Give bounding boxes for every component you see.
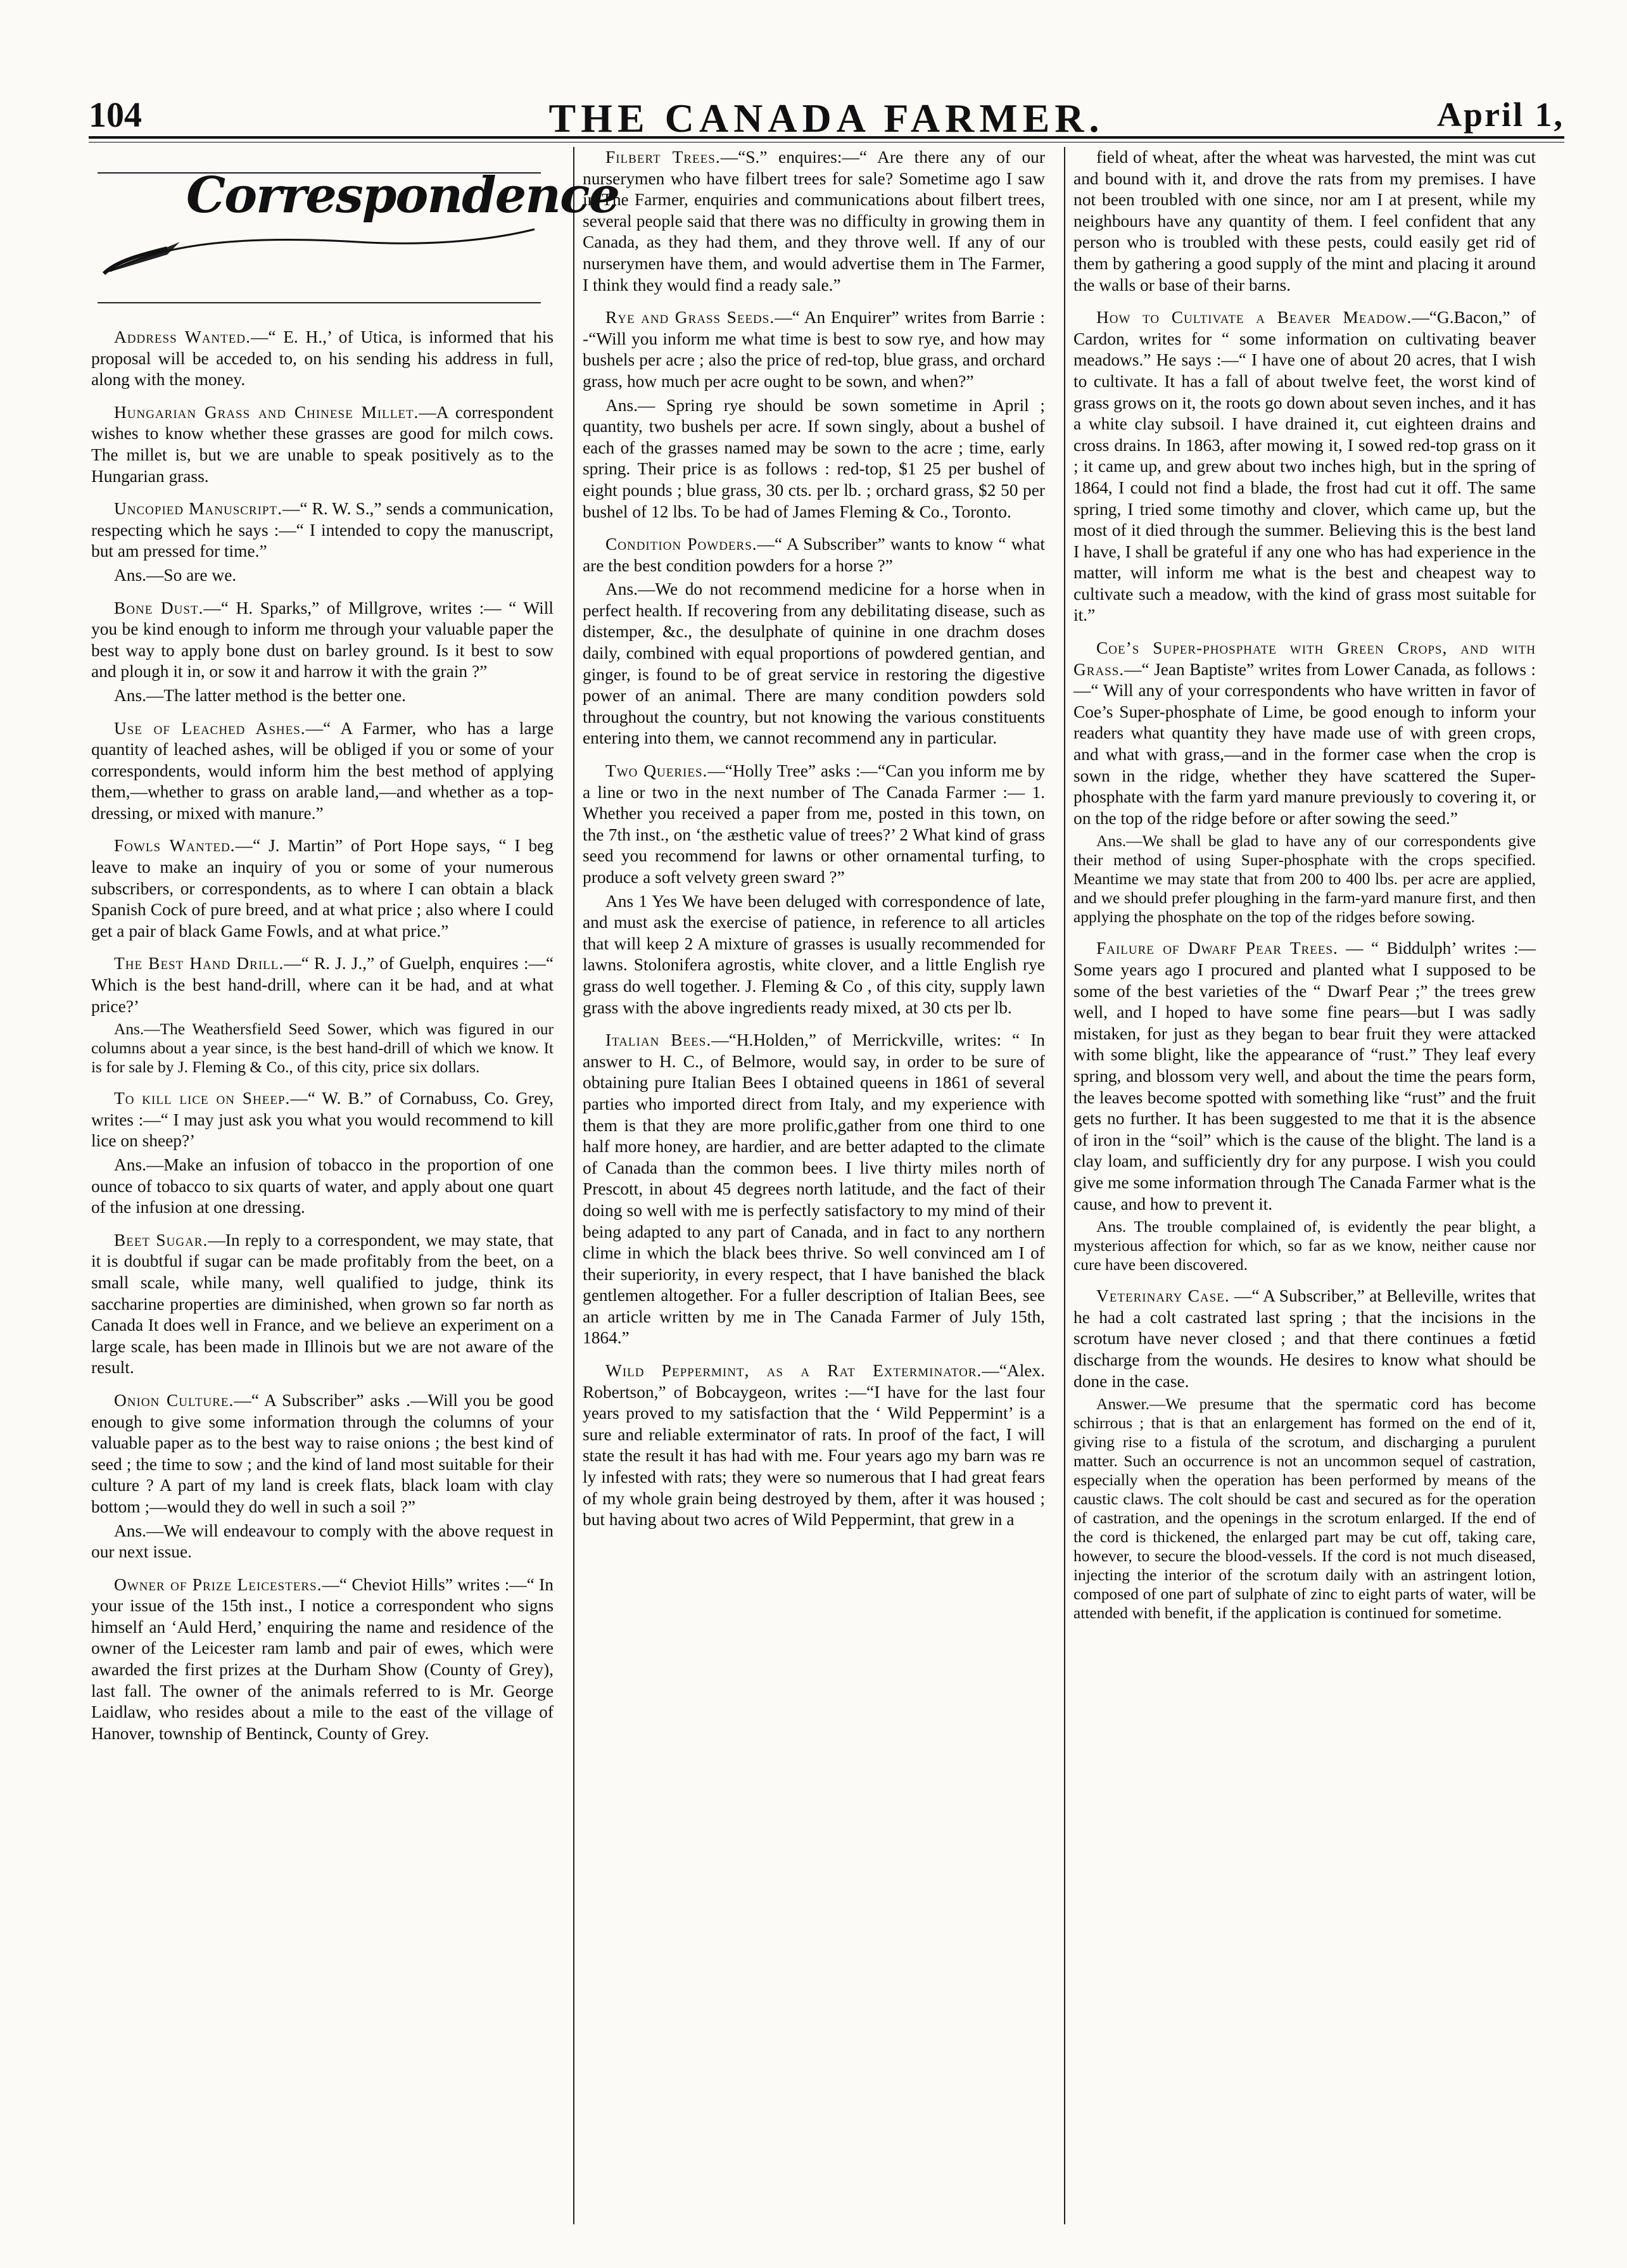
item-heading: Bone Dust. [114, 598, 204, 618]
item-heading: Address Wanted. [114, 327, 251, 346]
column-divider [1064, 147, 1065, 2224]
column-1-body [91, 327, 554, 1744]
item-text: Answer.—We presume that the spermatic cord has become schirrous ; that is that an enlargement has formed on the end of it, giving rise to a fistula of the scrotum, and discharging a purulent matter. Such an occurrence is not an uncommon sequel of castration, especially when the operation has been performed by means of the caustic claws. The colt should be cast and secured as for the operation of castration, and the openings in the scrotum enlarged. If the end of the cord is thickened, the enlarged part may be cut off, taking care, however, to secure the blood-vessels. If the cord is not much diseased, injecting the interior of the scrotum daily with an astringent lotion, composed of one part of sulphate of zinc to eight parts of water, will be attended with benefit, if the application is continued for sometime. [1073, 1395, 1536, 1623]
letter-paragraph [91, 1390, 554, 1518]
letter-paragraph [91, 835, 554, 942]
letter-paragraph [1073, 1286, 1536, 1392]
answer-paragraph [91, 565, 554, 586]
item-heading: Use of Leached Ashes. [114, 718, 306, 738]
letter-paragraph [1073, 147, 1536, 296]
answer-paragraph [1073, 832, 1536, 927]
item-text: —“ W. B.” of Cornabuss, Co. Grey, writes :—“ I may just ask you what you would recommend to kill lice on sheep?’ [91, 1089, 554, 1151]
masthead-label: Correspondence [186, 167, 619, 224]
item-text: —“Holly Tree” asks :—“Can you inform me by a line or two in the next number of The Canada Farmer :— 1. Whether you received a paper from me, posted in this town, on the 7th inst., on ‘the æsthetic value of trees?’ 2 What kind of grass seed you recommend for lawns or other ornamental turfing, to produce a soft velvety green sward ?” [583, 761, 1045, 887]
answer-paragraph [1073, 1395, 1536, 1623]
item-text: field of wheat, after the wheat was harvested, the mint was cut and bound with it, and drove the rats from my premises. I have not been troubled with one since, nor am I at present, while my neighbours have any quantity of them. I feel confident that any person who is troubled with these pests, could easily get rid of them by gathering a good supply of the mint and placing it around the walls or base of their barns. [1073, 148, 1536, 295]
issue-date: April 1, [1436, 96, 1564, 134]
item-text: —“ An Enquirer” writes from Barrie : -“Will you inform me what time is best to sow rye, and how may bushels per acre ; also the price of red-top, blue grass, and orchard grass, how much per acre ought to be sown, and when?” [583, 308, 1045, 391]
item-heading: Two Queries. [605, 761, 708, 781]
item-heading: Italian Bees. [605, 1030, 712, 1050]
letter-paragraph [583, 1360, 1045, 1531]
letter-paragraph [583, 534, 1045, 576]
item-heading: The Best Hand Drill. [114, 954, 284, 973]
header-rule-thin [89, 142, 1564, 143]
item-heading: Coe’s Super-phosphate with Green Crops, and with Grass. [1073, 638, 1536, 679]
column-1 [91, 147, 619, 2231]
item-heading: Filbert Trees. [605, 148, 721, 167]
answer-paragraph [1073, 1217, 1536, 1274]
answer-paragraph [583, 579, 1045, 749]
header-rule [89, 136, 1564, 139]
masthead-rule [98, 302, 541, 303]
item-text: —“ A Subscriber” asks .—Will you be good enough to give some information through the columns of your valuable paper as to the best way to raise onions ; the best kind of seed ; the time to sow ; and the kind of land most suitable for their culture ? A part of my land is creek flats, black loam with clay bottom ;—would they do well in such a soil ?” [91, 1390, 554, 1516]
letter-paragraph [583, 307, 1045, 392]
item-heading: Fowls Wanted. [114, 836, 236, 856]
column-2-body [583, 147, 1045, 1531]
column-3 [1073, 147, 1536, 2231]
item-text: —“ R. W. S.,” sends a communication, respecting which he says :—“ I intended to copy the manuscript, but am pressed for time.” [91, 499, 554, 561]
item-text: —“ A Subscriber” wants to know “ what are the best condition powders for a horse ?” [583, 535, 1045, 575]
newspaper-title: THE CANADA FARMER. [548, 96, 1105, 141]
item-text: Ans 1 Yes We have been deluged with correspondence of late, and must ask the exercise of patience, in reference to all articles that will keep 2 A mixture of grasses is usually recommended for lawns. Stolonifera agrostis, white clover, and a little English rye grass do well together. J. Fleming & Co , of this city, supply lawn grass with the above ingredients ready mixed, at 30 cts per lb. [583, 891, 1045, 1017]
item-heading: Rye and Grass Seeds. [605, 308, 775, 327]
item-text: Ans.—We do not recommend medicine for a horse when in perfect health. If recovering from any debilitating disease, such as distemper, &c., the desulphate of quinine in one drachm doses daily, combined with equal proportions of powdered gentian, and ginger, is found to be of great service in restoring the digestive power of an animal. There are many condition powders sold throughout the country, but not knowing the various constituents entering into them, we cannot recommend any in particular. [583, 580, 1045, 748]
letter-paragraph [91, 1230, 554, 1379]
item-text: Ans.—Make an infusion of tobacco in the proportion of one ounce of tobacco to six quarts of water, and apply about one quart of the infusion at one dressing. [91, 1155, 554, 1217]
letter-paragraph [91, 718, 554, 825]
answer-paragraph [583, 891, 1045, 1019]
item-text: Ans.—So are we. [114, 565, 237, 585]
letter-paragraph [91, 598, 554, 683]
item-text: —“ Jean Baptiste” writes from Lower Canada, as follows :—“ Will any of your correspondents who have written in favor of Coe’s Super-phosphate of Lime, be good enough to inform your readers what quantity they have made use of with green crops, and what with grass,—and in the former case when the crop is sown in the ridge, whether they have scattered the Super-phosphate with the farm yard manure previously to covering it, or on the top of the ridge before or after sowing the seed.” [1073, 659, 1536, 828]
item-text: —“ R. J. J.,” of Guelph, enquires :—“ Which is the best hand-drill, where can it be had, and at what price?’ [91, 954, 554, 1016]
item-text: —“S.” enquires:—“ Are there any of our nurserymen who have filbert trees for sale? Sometime ago I saw in The Farmer, enquiries and communications about filbert trees, several people said that there was no difficulty in growing them in Canada, as they had them, and they throve well. If any of our nurserymen have them, and would advertise them in The Farmer, I think they would find a ready sale.” [583, 148, 1045, 295]
item-text: —“ H. Sparks,” of Millgrove, writes :— “ Will you be kind enough to inform me through your valuable paper the best way to apply bone dust on barley ground. Is it best to sow and plough it in, or sow it and harrow it with the grain ?” [91, 598, 554, 681]
page-number: 104 [89, 96, 142, 135]
letter-paragraph [1073, 938, 1536, 1215]
item-heading: Beet Sugar. [114, 1230, 208, 1250]
letter-paragraph [91, 1574, 554, 1745]
item-text: —“ Cheviot Hills” writes :—“ In your issue of the 15th inst., I notice a correspondent who signs himself an ‘Auld Herd,’ enquiring the name and residence of the owner of the Leicester ram lamb and pair of ewes, which were awarded the first prizes at the Durham Show (County of Grey), last fall. The owner of the animals referred to is Mr. George Laidlaw, who resides about a mile to the east of the village of Hanover, township of Bentinck, County of Grey. [91, 1574, 554, 1743]
answer-paragraph [91, 685, 554, 707]
letter-paragraph [91, 402, 554, 487]
item-heading: Owner of Prize Leicesters. [114, 1574, 322, 1594]
answer-paragraph [583, 395, 1045, 523]
item-text: —“Alex. Robertson,” of Bobcaygeon, writes :—“I have for the last four years proved to my satisfaction that the ‘ Wild Peppermint’ is a sure and reliable exterminator of rats. In proof of the fact, I will state the result it has had with me. Four years ago my barn was re ly infested with rats; they were so numerous that I had great fears of my whole grain being destroyed by them, after it was housed ; but having about two acres of Wild Peppermint, that grew in a [583, 1361, 1045, 1530]
item-text: Ans.—The Weathersfield Seed Sower, which was figured in our columns about a year since, is the best hand-drill of which we know. It is for sale by J. Fleming & Co., of this city, price six dollars. [91, 1020, 554, 1077]
item-text: —A correspondent wishes to know whether these grasses are good for milch cows. The millet is, but we are unable to speak positively as to the Hungarian grass. [91, 402, 554, 486]
item-text: —“ J. Martin” of Port Hope says, “ I beg leave to make an inquiry of you or some of your numerous subscribers, or correspondents, as to where I can obtain a black Spanish Cock of pure breed, and at what price ; also where I could get a pair of black Game Fowls, and at what price.” [91, 836, 554, 941]
column-divider [573, 147, 574, 2224]
item-text: —“H.Holden,” of Merrickville, writes: “ In answer to H. C., of Belmore, would say, in order to be sure of obtaining pure Italian Bees I obtained queens in 1861 of several parties who imported direct from Italy, and my experience with them is that they are more prolific,gather from one third to one half more honey, are hardier, and are better adapted to the climate of Canada than the common bees. I live thirty miles north of Prescott, in about 45 degrees north latitude, and the fact of their doing so well with me is perfectly satisfactory to my mind of their being adapted to any part of Canada, and in fact to any northern clime in which the black bees thrive. So well convinced am I of their superiority, in every respect, that I have banished the black gentlemen altogether. For a fuller description of Italian Bees, see an article written by me in The Canada Farmer of July 15th, 1864.” [583, 1030, 1046, 1348]
item-heading: Uncopied Manuscript. [114, 499, 282, 519]
letter-paragraph [1073, 307, 1536, 626]
letter-paragraph [91, 498, 554, 562]
letter-paragraph [1073, 638, 1536, 829]
item-heading: Condition Powders. [605, 535, 757, 554]
item-text: —“ A Subscriber,” at Belleville, writes that he had a colt castrated last spring ; that the incisions in the scrotum have never closed ; and that there continues a fœtid discharge from the wounds. He desires to know what should be done in the case. [1073, 1286, 1536, 1391]
item-heading: Veterinary Case. [1096, 1286, 1230, 1306]
item-text: Ans. The trouble complained of, is evidently the pear blight, a mysterious affection for which, so far as we know, neither cause nor cure have been discovered. [1073, 1218, 1536, 1274]
letter-paragraph [583, 147, 1045, 296]
column-3-body [1073, 147, 1536, 1623]
letter-paragraph [583, 761, 1045, 889]
letter-paragraph [91, 1088, 554, 1152]
item-text: Ans.— Spring rye should be sown sometime in April ; quantity, two bushels per acre. If sown singly, about a bushel of each of the grasses named may be sown to the acre ; time, early spring. Their price is as follows : red-top, $1 25 per bushel of eight pounds ; blue grass, 30 cts. per lb. ; orchard grass, $2 50 per bushel of 12 lbs. To be had of James Fleming & Co., Toronto. [583, 395, 1045, 521]
letter-paragraph [91, 327, 554, 391]
item-text: Ans.—The latter method is the better one. [114, 685, 406, 705]
correspondence-masthead [91, 147, 619, 318]
letter-paragraph [91, 953, 554, 1017]
item-text: Ans.—We shall be glad to have any of our correspondents give their method of using Super-phosphate with the crops specified. Meantime we may state that from 200 to 400 lbs. per acre are applied, and we should prefer ploughing in the farm-yard manure first, and then applying the phosphate on the top of the ridges before sowing. [1073, 832, 1536, 927]
item-heading: How to Cultivate a Beaver Meadow. [1096, 308, 1412, 327]
item-text: —“ A Farmer, who has a large quantity of leached ashes, will be obliged if you or some of your correspondents, would inform him the best method of applying them,—whether to grass on arable land,—and whether as a top-dressing, or mixed with manure.” [91, 718, 554, 823]
item-text: —In reply to a correspondent, we may state, that it is doubtful if sugar can be made profitably from the beet, on a small scale, while many, well qualified to judge, think its saccharine properties are diminished, when grown so far north as Canada It does well in France, and we believe an experiment on a large scale, has been made in Illinois but we are not aware of the result. [91, 1230, 554, 1378]
item-text: —“G.Bacon,” of Cardon, writes for “ some information on cultivating beaver meadows.” He says :—“ I have one of about 20 acres, that I wish to cultivate. It has a fall of about twelve feet, the worst kind of grass grows on it, the roots go down about seven inches, and it has a white clay subsoil. I have drained it, cut eighteen drains and cross drains. In 1863, after mowing it, I sowed red-top grass on it ; it came up, and grew about two inches high, but in the spring of 1864, I could not find a blade, the frost had cut it off. The same spring, I tried some timothy and clover, which came up, but the most of it died through the summer. Believing this is the best land I have, I shall be grateful if any one who has had experience in the matter, will inform me what is the best and cheapest way to cultivate such a meadow, with the kind of grass most suitable for it.” [1073, 308, 1536, 625]
item-heading: Hungarian Grass and Chinese Millet. [114, 402, 419, 422]
item-text: Ans.—We will endeavour to comply with the above request in our next issue. [91, 1521, 554, 1562]
item-heading: Failure of Dwarf Pear Trees. [1096, 939, 1338, 958]
item-heading: Wild Peppermint, as a Rat Exterminator. [605, 1361, 982, 1381]
answer-paragraph [91, 1155, 554, 1219]
answer-paragraph [91, 1020, 554, 1077]
column-2 [583, 147, 1045, 2231]
item-text: —“ E. H.,’ of Utica, is informed that his proposal will be acceded to, on his sending his address in full, along with the money. [91, 327, 554, 390]
item-heading: Onion Culture. [114, 1390, 234, 1410]
item-text: — “ Biddulph’ writes :—Some years ago I procured and planted what I supposed to be some of the best varieties of the “ Dwarf Pear ;” the trees grew well, and I hoped to have some fine pears—but I was sadly mistaken, for just as they began to bear fruit they were attacked with some blight, like the appearance of “rust.” They leaf every spring, and blossom very well, and about the time the pears form, the leaves become spotted with something like “rust” and the fruit gets no further. It has been suggested to me that it is the absence of iron in the “soil” which is the cause of the blight. The land is a clay loam, and sufficiently dry for any purpose. I wish you could give me some information through The Canada Farmer what is the cause, and how to prevent it. [1073, 939, 1536, 1213]
answer-paragraph [91, 1521, 554, 1563]
item-heading: To kill lice on Sheep. [114, 1089, 291, 1108]
letter-paragraph [583, 1030, 1045, 1349]
